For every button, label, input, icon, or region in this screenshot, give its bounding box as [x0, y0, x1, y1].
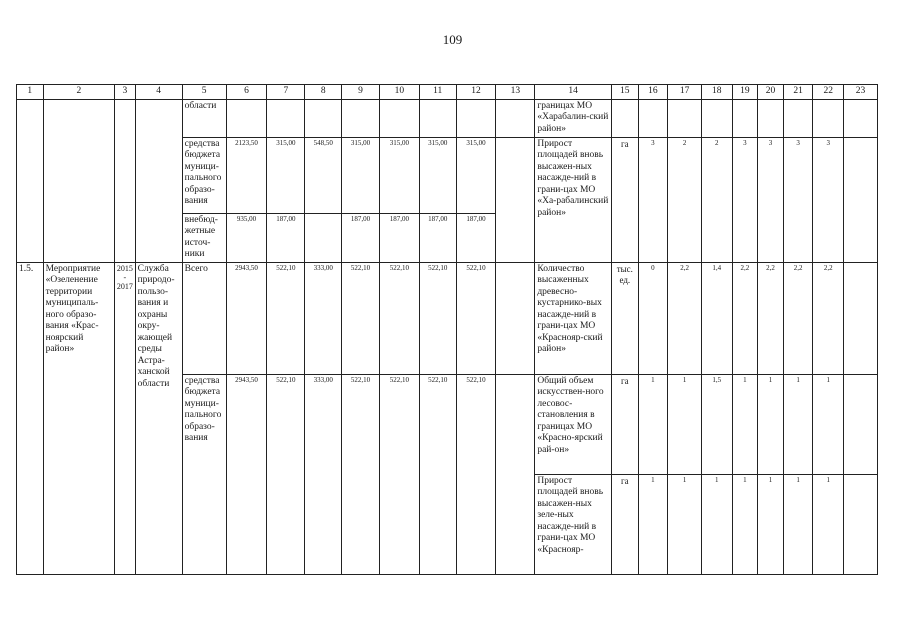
col-header: 21	[783, 85, 813, 100]
col-header: 5	[182, 85, 226, 100]
col-header: 4	[135, 85, 182, 100]
table-cell	[115, 99, 135, 262]
amount-cell: 187,00	[379, 213, 419, 262]
indicator-name: Количество высаженных древесно-кустарнико-вых насажде-ний в грани-цах МО «Краснояр-ский район»	[535, 262, 612, 374]
table-cell	[496, 137, 535, 262]
period-start: 2015	[116, 263, 133, 273]
value-cell: 1	[758, 374, 784, 474]
table-cell	[267, 99, 305, 137]
unit-cell: га	[612, 374, 639, 474]
period-dash: -	[123, 272, 127, 282]
value-cell: 2,2	[783, 262, 813, 374]
amount-cell: 2123,50	[226, 137, 267, 213]
amount-cell: 522,10	[456, 262, 496, 374]
amount-cell: 315,00	[267, 137, 305, 213]
table-cell	[456, 99, 496, 137]
amount-cell: 522,10	[419, 374, 456, 574]
value-cell: 1	[813, 374, 844, 474]
value-cell: 3	[638, 137, 668, 262]
table-cell	[419, 99, 456, 137]
value-cell: 2,2	[668, 262, 702, 374]
table-cell	[496, 374, 535, 574]
amount-cell: 522,10	[456, 374, 496, 574]
table-cell	[496, 99, 535, 137]
table-cell	[844, 99, 878, 137]
table-cell	[844, 474, 878, 574]
funding-source: средства бюджета муници-пального образо-вания	[182, 374, 226, 574]
table-cell	[701, 99, 732, 137]
unit-cell: га	[612, 137, 639, 262]
col-header: 11	[419, 85, 456, 100]
col-header: 3	[115, 85, 135, 100]
value-cell: 3	[813, 137, 844, 262]
value-cell: 1	[701, 474, 732, 574]
value-cell: 1	[783, 374, 813, 474]
amount-cell: 522,10	[379, 374, 419, 574]
table-cell	[305, 99, 342, 137]
value-cell: 1,4	[701, 262, 732, 374]
amount-cell: 522,10	[342, 262, 380, 374]
col-header: 8	[305, 85, 342, 100]
value-cell: 1	[638, 374, 668, 474]
col-header: 10	[379, 85, 419, 100]
amount-cell: 522,10	[419, 262, 456, 374]
value-cell: 1	[732, 374, 758, 474]
funding-source: Всего	[182, 262, 226, 374]
executor-cell: Служба природо-пользо-вания и охраны окру-жающей среды Астра-ханской области	[135, 262, 182, 574]
col-header: 7	[267, 85, 305, 100]
col-header: 23	[844, 85, 878, 100]
value-cell: 1	[668, 374, 702, 474]
table-cell	[813, 99, 844, 137]
col-header: 17	[668, 85, 702, 100]
table-cell	[638, 99, 668, 137]
amount-cell: 187,00	[267, 213, 305, 262]
amount-cell: 315,00	[342, 137, 380, 213]
funding-source: внебюд-жетные источ-ники	[182, 213, 226, 262]
indicator-name: Общий объем искусствен-ного лесовос-становления в границах МО «Красно-ярский рай-он»	[535, 374, 612, 474]
table-cell	[17, 99, 44, 262]
table-cell	[612, 99, 639, 137]
table-cell	[135, 99, 182, 262]
amount-cell: 935,00	[226, 213, 267, 262]
table-cell	[732, 99, 758, 137]
funding-source: области	[182, 99, 226, 137]
amount-cell: 522,10	[342, 374, 380, 574]
table-cell	[783, 99, 813, 137]
amount-cell	[305, 213, 342, 262]
funding-source: средства бюджета муници-пального образо-вания	[182, 137, 226, 213]
amount-cell: 522,10	[267, 262, 305, 374]
table-cell	[844, 262, 878, 374]
value-cell: 3	[783, 137, 813, 262]
value-cell: 1	[813, 474, 844, 574]
table-cell	[226, 99, 267, 137]
item-number: 1.5.	[17, 262, 44, 574]
value-cell: 1	[732, 474, 758, 574]
indicator-name: Прирост площадей вновь высажен-ных зеле-ных насажде-ний в грани-цах МО «Краснояр-	[535, 474, 612, 574]
value-cell: 1	[638, 474, 668, 574]
table-cell	[758, 99, 784, 137]
period-cell	[115, 262, 135, 574]
table-row	[17, 99, 878, 137]
value-cell: 1,5	[701, 374, 732, 474]
value-cell: 2,2	[758, 262, 784, 374]
amount-cell: 315,00	[419, 137, 456, 213]
unit-cell: га	[612, 474, 639, 574]
col-header: 1	[17, 85, 44, 100]
col-header: 20	[758, 85, 784, 100]
value-cell: 1	[758, 474, 784, 574]
column-number-row	[17, 85, 878, 100]
col-header: 13	[496, 85, 535, 100]
indicator-name: Прирост площадей вновь высажен-ных насажде-ний в грани-цах МО «Ха-рабалинский район»	[535, 137, 612, 262]
table-cell	[844, 137, 878, 262]
amount-cell: 522,10	[267, 374, 305, 574]
value-cell: 0	[638, 262, 668, 374]
unit-cell: тыс. ед.	[612, 262, 639, 374]
col-header: 19	[732, 85, 758, 100]
value-cell: 2	[668, 137, 702, 262]
table-row	[17, 262, 878, 374]
amount-cell: 522,10	[379, 262, 419, 374]
value-cell: 1	[668, 474, 702, 574]
page-number: 109	[442, 32, 463, 47]
col-header: 16	[638, 85, 668, 100]
program-table	[16, 84, 878, 575]
value-cell: 3	[758, 137, 784, 262]
table-cell	[668, 99, 702, 137]
amount-cell: 315,00	[456, 137, 496, 213]
amount-cell: 2943,50	[226, 374, 267, 574]
value-cell: 2,2	[732, 262, 758, 374]
col-header: 15	[612, 85, 639, 100]
value-cell: 3	[732, 137, 758, 262]
table-cell	[379, 99, 419, 137]
indicator-name: границах МО «Харабалин-ский район»	[535, 99, 612, 137]
amount-cell: 548,50	[305, 137, 342, 213]
col-header: 12	[456, 85, 496, 100]
table-cell	[844, 374, 878, 474]
value-cell: 2	[701, 137, 732, 262]
period-end: 2017	[116, 281, 133, 291]
col-header: 6	[226, 85, 267, 100]
amount-cell: 315,00	[379, 137, 419, 213]
amount-cell: 187,00	[419, 213, 456, 262]
amount-cell: 187,00	[342, 213, 380, 262]
col-header: 2	[43, 85, 115, 100]
value-cell: 1	[783, 474, 813, 574]
amount-cell: 2943,50	[226, 262, 267, 374]
col-header: 22	[813, 85, 844, 100]
value-cell: 2,2	[813, 262, 844, 374]
table-cell	[43, 99, 115, 262]
table-cell	[496, 262, 535, 374]
table-cell	[342, 99, 380, 137]
measure-name: Мероприятие «Озеленение территории муниципаль-ного образо-вания «Крас-ноярский район»	[43, 262, 115, 574]
col-header: 9	[342, 85, 380, 100]
col-header: 14	[535, 85, 612, 100]
amount-cell: 333,00	[305, 374, 342, 574]
col-header: 18	[701, 85, 732, 100]
amount-cell: 187,00	[456, 213, 496, 262]
amount-cell: 333,00	[305, 262, 342, 374]
